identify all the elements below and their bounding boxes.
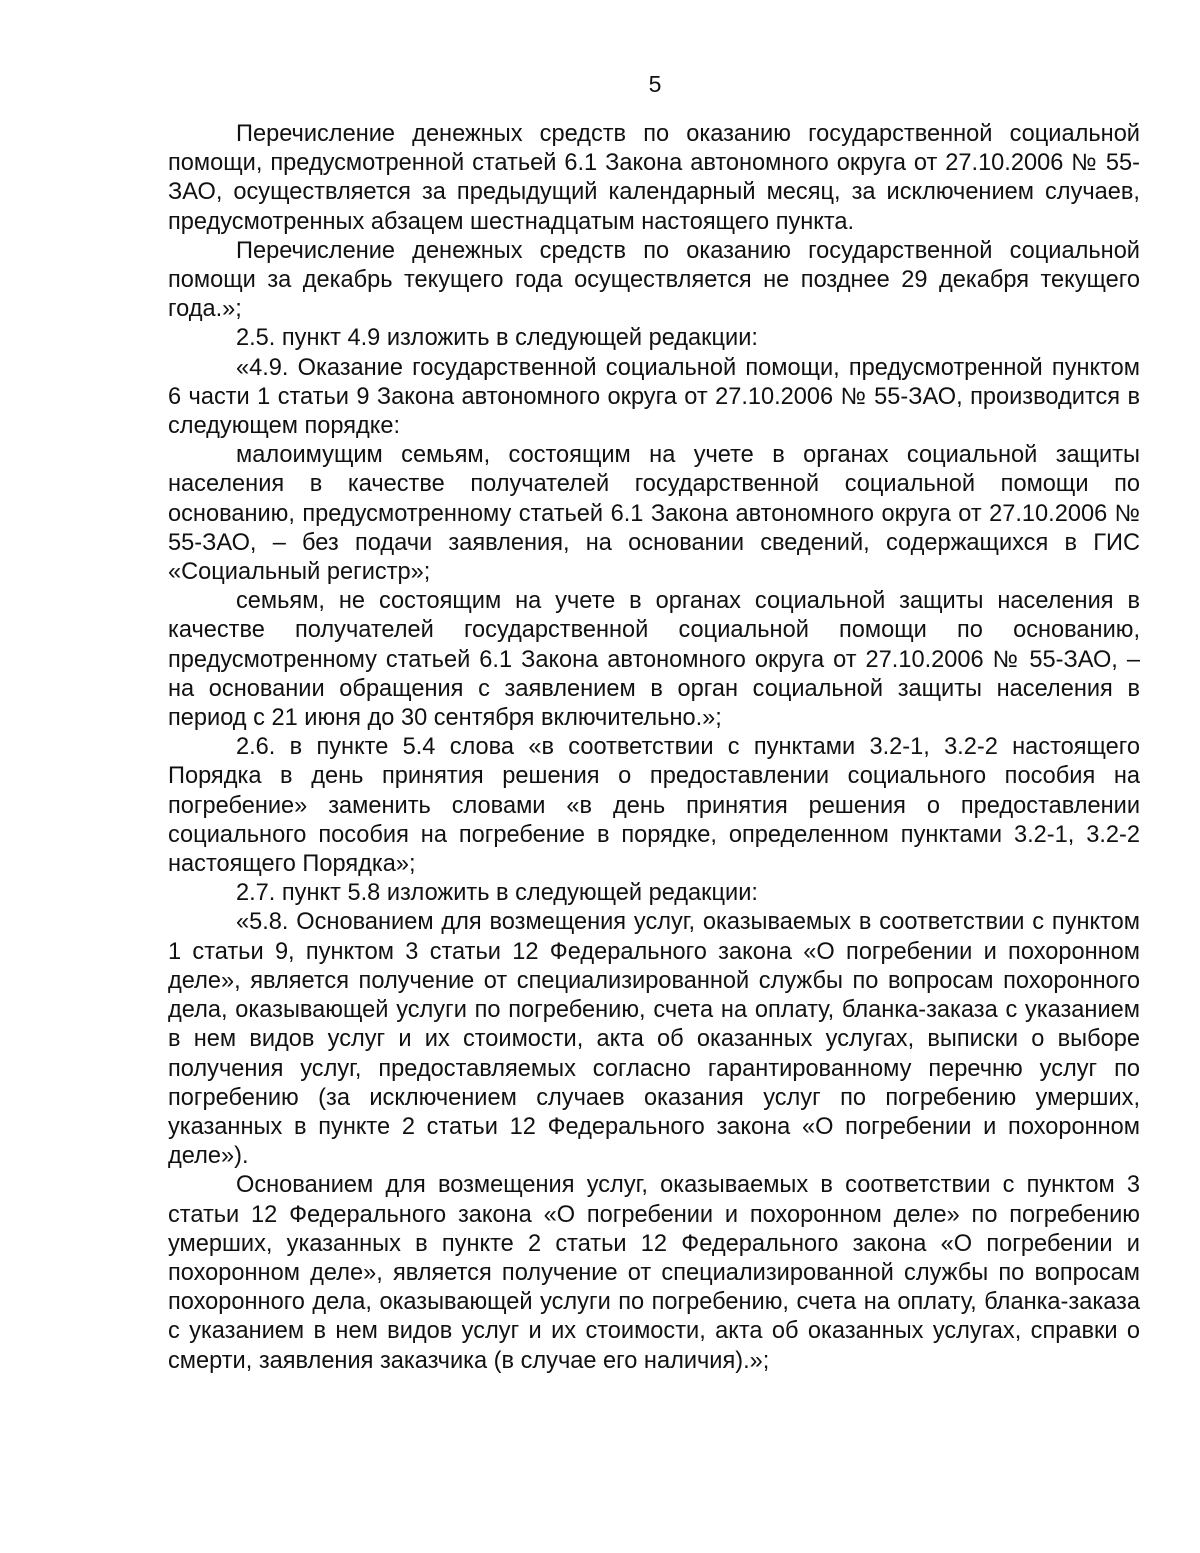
paragraph-clause-4-9: «4.9. Оказание государственной социальной помощи, предусмотренной пунктом 6 части 1 статьи 9 Закона автономного округа от 27.10.2006 № 55-ЗАО, производится в следующем порядке: xyxy=(168,354,1140,440)
paragraph-item-2-6: 2.6. в пункте 5.4 слова «в соответствии с пунктами 3.2-1, 3.2-2 настоящего Порядка в день принятия решения о предоставлении социального пособия на погребение» заменить словами «в день принятия решения о предоставлении социального пособия на погребение в порядке, определенном пунктами 3.2-1, 3.2-2 настоящего Порядка»; xyxy=(168,734,1140,878)
document-body xyxy=(168,120,1140,1376)
paragraph-clause-5-8: «5.8. Основанием для возмещения услуг, оказываемых в соответствии с пунктом 1 статьи 9, пунктом 3 статьи 12 Федерального закона «О погребении и похоронном деле», является получение от специализированной службы по вопросам похоронного дела, оказывающей услуги по погребению, счета на оплату, бланка-заказа с указанием в нем видов услуг и их стоимости, акта об оказанных услугах, выписки о выборе получения услуг, предоставляемых согласно гарантированному перечню услуг по погребению (за исключением случаев оказания услуг по погребению умерших, указанных в пункте 2 статьи 12 Федерального закона «О погребении и похоронном деле»). xyxy=(168,909,1140,1170)
paragraph-unregistered-families: семьям, не состоящим на учете в органах социальной защиты населения в качестве получателей государственной социальной помощи по основанию, предусмотренному статьей 6.1 Закона автономного округа от 27.10.2006 № 55-ЗАО, – на основании обращения с заявлением в орган социальной защиты населения в период с 21 июня до 30 сентября включительно.»; xyxy=(168,588,1140,732)
page-number: 5 xyxy=(648,71,662,97)
paragraph-transfer-monthly: Перечисление денежных средств по оказанию государственной социальной помощи, предусмотренной статьей 6.1 Закона автономного округа от 27.10.2006 № 55-ЗАО, осуществляется за предыдущий календарный месяц, за исключением случаев, предусмотренных абзацем шестнадцатым настоящего пункта. xyxy=(168,121,1140,235)
paragraph-transfer-december: Перечисление денежных средств по оказанию государственной социальной помощи за декабрь текущего года осуществляется не позднее 29 декабря текущего года.»; xyxy=(168,237,1140,323)
paragraph-reimbursement-basis: Основанием для возмещения услуг, оказываемых в соответствии с пунктом 3 статьи 12 Федерального закона «О погребении и похоронном деле» по погребению умерших, указанных в пункте 2 статьи 12 Федерального закона «О погребении и похоронном деле», является получение от специализированной службы по вопросам похоронного дела, оказывающей услуги по погребению, счета на оплату, бланка-заказа с указанием в нем видов услуг и их стоимости, акта об оказанных услугах, справки о смерти, заявления заказчика (в случае его наличия).»; xyxy=(168,1172,1140,1374)
paragraph-low-income-families: малоимущим семьям, состоящим на учете в органах социальной защиты населения в качестве получателей государственной социальной помощи по основанию, предусмотренному статьей 6.1 Закона автономного округа от 27.10.2006 № 55-ЗАО, – без подачи заявления, на основании сведений, содержащихся в ГИС «Социальный регистр»; xyxy=(168,442,1140,586)
paragraph-item-2-7: 2.7. пункт 5.8 изложить в следующей редакции: xyxy=(236,880,758,907)
paragraph-item-2-5: 2.5. пункт 4.9 изложить в следующей редакции: xyxy=(236,325,758,352)
